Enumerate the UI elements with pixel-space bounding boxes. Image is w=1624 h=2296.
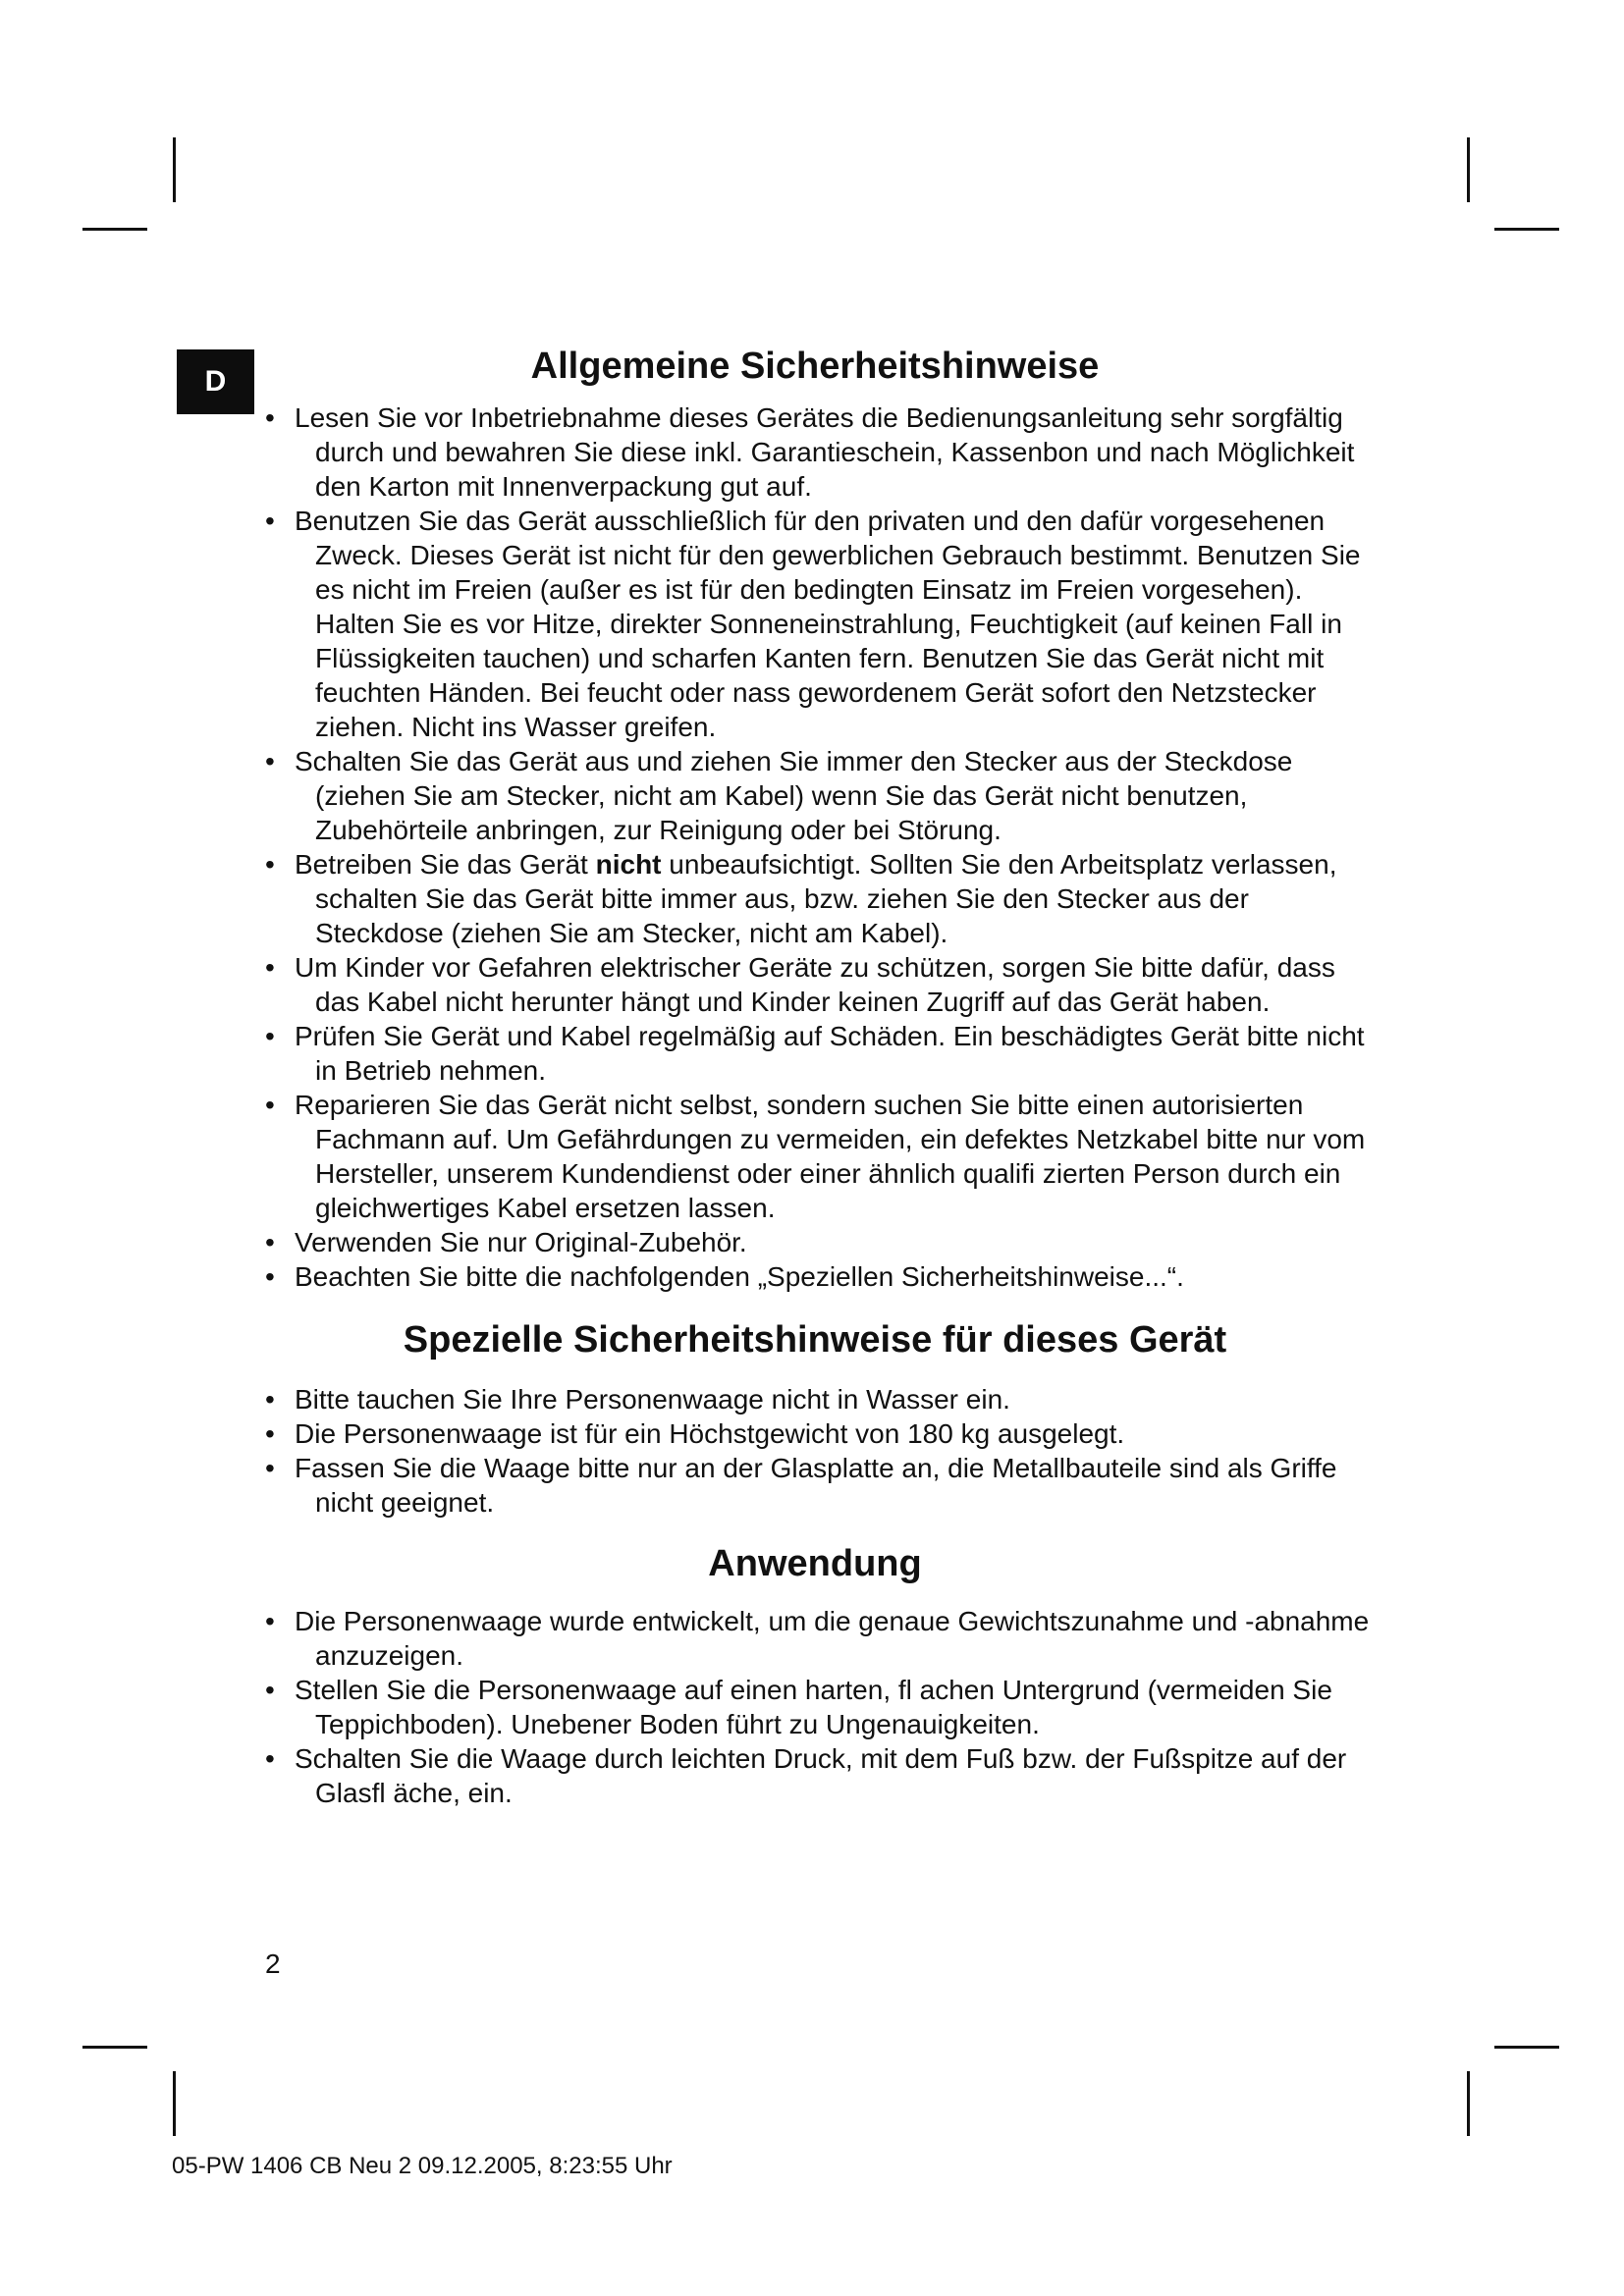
- crop-mark-top-left-vertical: [173, 137, 176, 202]
- document-body: [255, 342, 1375, 1810]
- print-footer: 05-PW 1406 CB Neu 2 09.12.2005, 8:23:55 Uhr: [172, 2153, 673, 2179]
- list-item: • Lesen Sie vor Inbetriebnahme dieses Gerätes die Bedienungsanleitung sehr sorgfältig durch und bewahren Sie diese inkl. Garantieschein, Kassenbon und nach Möglichkeit den Karton mit Innenverpackung gut auf.: [265, 402, 1355, 502]
- list-item: • Stellen Sie die Personenwaage auf einen harten, fl achen Untergrund (vermeiden Sie Teppichboden). Unebener Boden führt zu Ungenauigkeiten.: [265, 1675, 1332, 1739]
- list-item: • Die Personenwaage ist für ein Höchstgewicht von 180 kg ausgelegt.: [265, 1418, 1125, 1449]
- section-title-special-safety: Spezielle Sicherheitshinweise für dieses Gerät: [403, 1319, 1227, 1361]
- list-item: • Benutzen Sie das Gerät ausschließlich für den privaten und den dafür vorgesehenen Zweck. Dieses Gerät ist nicht für den gewerblichen Gebrauch bestimmt. Benutzen Sie es nicht im Freien (außer es ist für den bedingten Einsatz im Freien vorgesehen). Halten Sie es vor Hitze, direkter Sonneneinstrahlung, Feuchtigkeit (auf keinen Fall in Flüssigkeiten tauchen) und scharfen Kanten fern. Benutzen Sie das Gerät nicht mit feuchten Händen. Bei feucht oder nass gewordenem Gerät sofort den Netzstecker ziehen. Nicht ins Wasser greifen.: [265, 506, 1361, 742]
- crop-mark-top-right-horizontal: [1494, 228, 1559, 231]
- usage-list: [255, 1604, 1375, 1810]
- crop-mark-bottom-right-vertical: [1467, 2071, 1470, 2136]
- list-item: • Reparieren Sie das Gerät nicht selbst, sondern suchen Sie bitte einen autorisierten Fachmann auf. Um Gefährdungen zu vermeiden, ein defektes Netzkabel bitte nur vom Hersteller, unserem Kundendienst oder einer ähnlich qualifi zierten Person durch ein gleichwertiges Kabel ersetzen lassen.: [265, 1090, 1366, 1223]
- section-title-usage: Anwendung: [708, 1543, 922, 1584]
- list-item: • Beachten Sie bitte die nachfolgenden „Speziellen Sicherheitshinweise...“.: [265, 1261, 1184, 1292]
- page-number: 2: [265, 1949, 281, 1979]
- list-item: • Prüfen Sie Gerät und Kabel regelmäßig auf Schäden. Ein beschädigtes Gerät bitte nicht in Betrieb nehmen.: [265, 1021, 1365, 1086]
- list-item: • Fassen Sie die Waage bitte nur an der Glasplatte an, die Metallbauteile sind als Griffe nicht geeignet.: [265, 1453, 1337, 1518]
- list-item: • Schalten Sie das Gerät aus und ziehen Sie immer den Stecker aus der Steckdose (ziehen Sie am Stecker, nicht am Kabel) wenn Sie das Gerät nicht benutzen, Zubehörteile anbringen, zur Reinigung oder bei Störung.: [265, 746, 1293, 845]
- crop-mark-bottom-right-horizontal: [1494, 2046, 1559, 2049]
- crop-mark-bottom-left-horizontal: [82, 2046, 147, 2049]
- crop-mark-top-right-vertical: [1467, 137, 1470, 202]
- list-item: • Bitte tauchen Sie Ihre Personenwaage nicht in Wasser ein.: [265, 1384, 1010, 1415]
- list-item: • Betreiben Sie das Gerät nicht unbeaufsichtigt. Sollten Sie den Arbeitsplatz verlassen, schalten Sie das Gerät bitte immer aus, bzw. ziehen Sie den Stecker aus der Steckdose (ziehen Sie am Stecker, nicht am Kabel).: [265, 849, 1337, 948]
- list-item: • Die Personenwaage wurde entwickelt, um die genaue Gewichtszunahme und -abnahme anzuzeigen.: [265, 1606, 1370, 1671]
- crop-mark-bottom-left-vertical: [173, 2071, 176, 2136]
- language-tab: D: [177, 349, 254, 414]
- special-safety-list: [255, 1382, 1375, 1520]
- list-item: • Um Kinder vor Gefahren elektrischer Geräte zu schützen, sorgen Sie bitte dafür, dass das Kabel nicht herunter hängt und Kinder keinen Zugriff auf das Gerät haben.: [265, 952, 1335, 1017]
- section-title-general-safety: Allgemeine Sicherheitshinweise: [530, 346, 1100, 387]
- crop-mark-top-left-horizontal: [82, 228, 147, 231]
- emphasis-text: nicht: [595, 849, 662, 880]
- list-item: • Schalten Sie die Waage durch leichten Druck, mit dem Fuß bzw. der Fußspitze auf der Glasfl äche, ein.: [265, 1743, 1347, 1808]
- list-item: • Verwenden Sie nur Original-Zubehör.: [265, 1227, 747, 1257]
- general-safety-list: [255, 400, 1375, 1294]
